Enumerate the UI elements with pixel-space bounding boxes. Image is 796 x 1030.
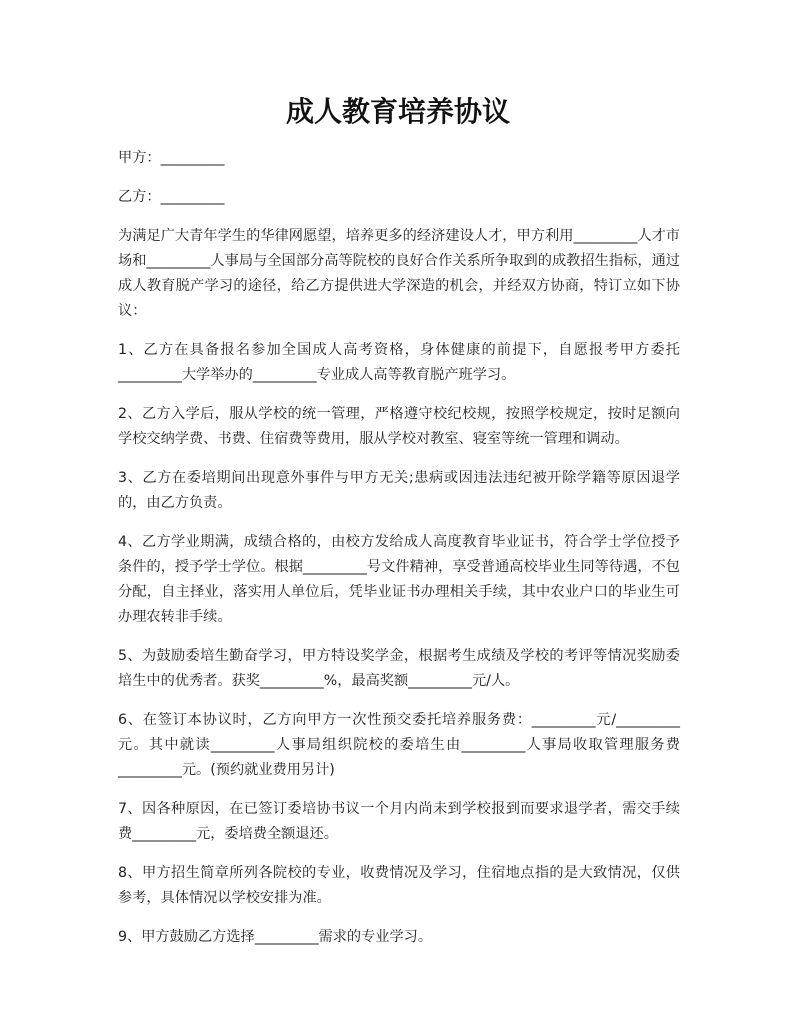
document-title: 成人教育培养协议 bbox=[285, 95, 510, 128]
clause-6: 6、在签订本协议时，乙方向甲方一次性预交委托培养服务费：_________元/_________元。其中就读_________人事局组织院校的委培生由_________人事局收取管理服务费_________元。(预约就业费用另计) bbox=[118, 712, 680, 778]
party-a-line: 甲方：_________ bbox=[118, 150, 225, 166]
clause-8: 8、甲方招生简章所列各院校的专业，收费情况及学习，住宿地点指的是大致情况，仅供参考，具体情况以学校安排为准。 bbox=[118, 865, 680, 906]
clause-3: 3、乙方在委培期间出现意外事件与甲方无关;患病或因违法违纪被开除学籍等原因退学的，由乙方负责。 bbox=[118, 470, 680, 511]
clause-4: 4、乙方学业期满，成绩合格的，由校方发给成人高度教育毕业证书，符合学士学位授予条件的，授予学士学位。根据_________号文件精神，享受普通高校毕业生同等待遇，不包分配，自主择业，落实用人单位后，凭毕业证书办理相关手续，其中农业户口的毕业生可办理农转非手续。 bbox=[118, 534, 680, 625]
clause-1: 1、乙方在具备报名参加全国成人高考资格，身体健康的前提下，自愿报考甲方委托_________大学举办的_________专业成人高等教育脱产班学习。 bbox=[118, 342, 680, 383]
document-body bbox=[118, 146, 680, 964]
clause-7: 7、因各种原因，在已签订委培协书议一个月内尚未到学校报到而要求退学者，需交手续费_________元，委培费全额退还。 bbox=[118, 801, 680, 842]
clause-5: 5、为鼓励委培生勤奋学习，甲方特设奖学金，根据考生成绩及学校的考评等情况奖励委培生中的优秀者。获奖_________%，最高奖额_________元/人。 bbox=[118, 648, 680, 689]
clause-9: 9、甲方鼓励乙方选择_________需求的专业学习。 bbox=[118, 929, 433, 945]
preamble-paragraph: 为满足广大青年学生的华律网愿望，培养更多的经济建设人才，甲方利用_________人才市场和_________人事局与全国部分高等院校的良好合作关系所争取到的成教招生指标，通过成人教育脱产学习的途径，给乙方提供进大学深造的机会，并经双方协商，特订立如下协议： bbox=[118, 228, 680, 319]
party-b-line: 乙方：_________ bbox=[118, 189, 225, 205]
clause-2: 2、乙方入学后，服从学校的统一管理，严格遵守校纪校规，按照学校规定，按时足额向学校交纳学费、书费、住宿费等费用，服从学校对教室、寝室等统一管理和调动。 bbox=[118, 406, 680, 447]
